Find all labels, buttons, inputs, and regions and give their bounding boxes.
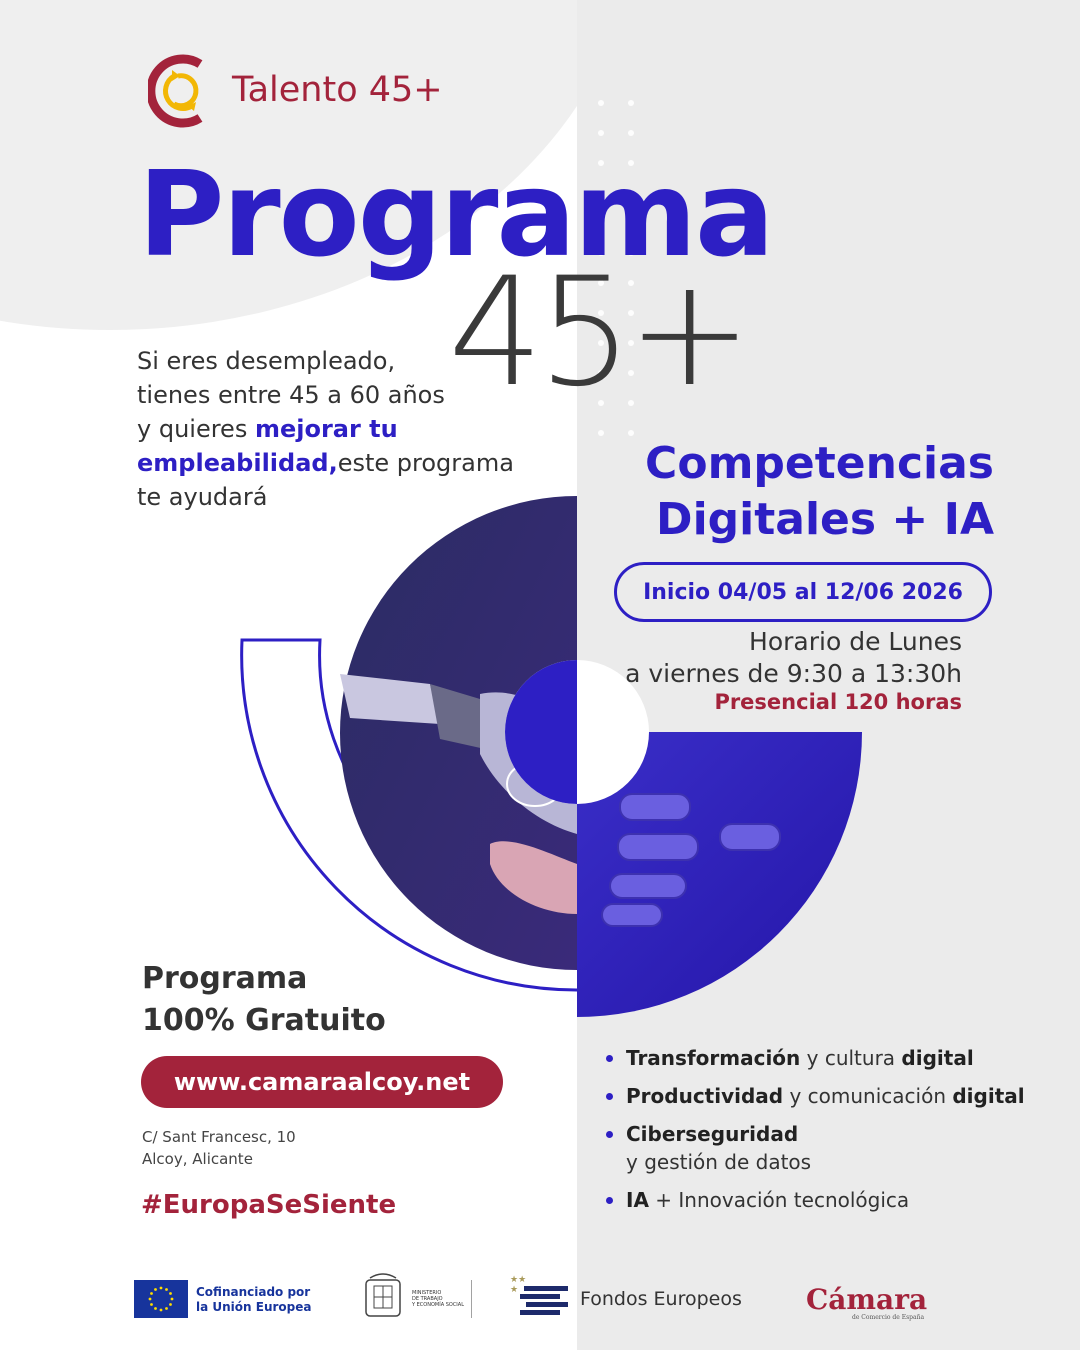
intro-text bbox=[137, 344, 557, 514]
course-dates-badge: Inicio 04/05 al 12/06 2026 bbox=[614, 562, 992, 622]
list-item bbox=[606, 1044, 1036, 1072]
decorative-dot bbox=[598, 130, 604, 136]
ministry-line: Y ECONOMÍA SOCIAL bbox=[412, 1302, 464, 1308]
ministry-label bbox=[412, 1290, 464, 1308]
course-title-line: Competencias bbox=[645, 438, 994, 489]
eu-cofinance-label bbox=[196, 1285, 311, 1315]
decorative-dot bbox=[628, 430, 634, 436]
program-age-label: 45+ bbox=[448, 246, 747, 420]
schedule-line: Horario de Lunes bbox=[749, 627, 962, 656]
topic-bold: Ciberseguridad bbox=[626, 1122, 799, 1146]
eu-line: la Unión Europea bbox=[196, 1300, 312, 1314]
topic-bold: digital bbox=[901, 1046, 974, 1070]
intro-text-part: este programa bbox=[337, 449, 514, 477]
free-line: 100% Gratuito bbox=[142, 1003, 386, 1038]
decorative-dot bbox=[598, 100, 604, 106]
intro-highlight: empleabilidad, bbox=[137, 449, 338, 477]
intro-line: te ayudará bbox=[137, 483, 268, 511]
topic-text: y cultura bbox=[800, 1046, 902, 1070]
intro-line: Si eres desempleado, bbox=[137, 347, 396, 375]
svg-text:★: ★ bbox=[510, 1285, 519, 1295]
address bbox=[142, 1126, 296, 1170]
topic-text: y gestión de datos bbox=[626, 1150, 812, 1174]
decorative-dot bbox=[598, 430, 604, 436]
list-item bbox=[606, 1186, 1036, 1214]
address-line: Alcoy, Alicante bbox=[142, 1150, 253, 1168]
svg-text:★★: ★★ bbox=[510, 1275, 527, 1285]
robot-handshake-graphic bbox=[240, 494, 865, 1024]
topic-bold: IA bbox=[626, 1188, 649, 1212]
topic-bold: Productividad bbox=[626, 1084, 784, 1108]
ministry-line: DE TRABAJO bbox=[412, 1296, 443, 1302]
decorative-dot bbox=[628, 100, 634, 106]
talento-logo-icon bbox=[148, 52, 210, 130]
program-title: Programa bbox=[138, 145, 773, 283]
decorative-dot bbox=[628, 130, 634, 136]
intro-text-part: y quieres bbox=[137, 415, 255, 443]
hashtag: #EuropaSeSiente bbox=[141, 1190, 397, 1220]
camara-subtitle: de Comercio de España bbox=[852, 1314, 925, 1321]
fondos-europeos-label: Fondos Europeos bbox=[580, 1288, 742, 1310]
schedule-line: a viernes de 9:30 a 13:30h bbox=[625, 659, 962, 688]
list-item bbox=[606, 1082, 1036, 1110]
intro-line bbox=[137, 412, 557, 446]
intro-line: tienes entre 45 a 60 años bbox=[137, 381, 445, 409]
intro-line bbox=[137, 446, 557, 480]
topic-text: y comunicación bbox=[783, 1084, 953, 1108]
address-line: C/ Sant Francesc, 10 bbox=[142, 1128, 296, 1146]
topics-list bbox=[606, 1044, 1036, 1224]
topic-bold: Transformación bbox=[626, 1046, 801, 1070]
camara-logo: Cámara bbox=[806, 1283, 928, 1316]
topic-bold: digital bbox=[952, 1084, 1025, 1108]
ministry-line: MINISTERIO bbox=[412, 1290, 442, 1296]
eu-line: Cofinanciado por bbox=[196, 1285, 311, 1299]
intro-highlight: mejorar tu bbox=[254, 415, 398, 443]
course-mode: Presencial 120 horas bbox=[714, 690, 962, 714]
brand-name: Talento 45+ bbox=[232, 70, 443, 110]
course-title-line: Digitales + IA bbox=[656, 494, 994, 545]
free-program-label bbox=[142, 958, 386, 1042]
list-item bbox=[606, 1120, 1036, 1176]
eu-flag-icon bbox=[134, 1280, 188, 1318]
website-link[interactable]: www.camaraalcoy.net bbox=[141, 1056, 503, 1108]
topic-text: + Innovación tecnológica bbox=[648, 1188, 910, 1212]
free-line: Programa bbox=[142, 961, 308, 996]
fondos-europeos-icon bbox=[510, 1274, 570, 1320]
